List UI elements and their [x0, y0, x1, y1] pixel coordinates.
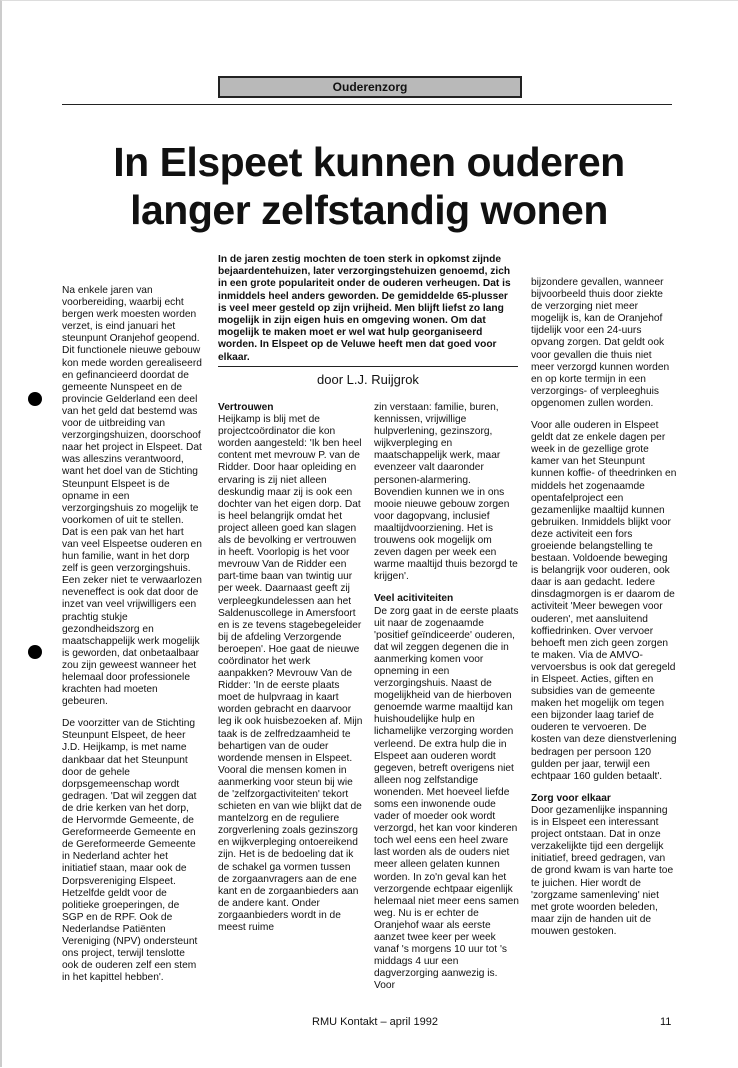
column-2 — [218, 402, 363, 944]
author-rule — [218, 366, 518, 367]
title-line-2: langer zelfstandig wonen — [130, 187, 608, 233]
subheading-vertrouwen: Vertrouwen — [218, 402, 274, 413]
title-line-1: In Elspeet kunnen ouderen — [113, 139, 625, 185]
paragraph: Heijkamp is blij met de projectcoördinator die kon worden aangesteld: 'Ik ben heel content met mevrouw P. van de Ridder. Door haar opleiding en ervaring is zij niet alleen deskundig maar zij is ook een dochter van het eigen dorp. Dat is heel belangrijk omdat het project alleen goed kan slagen als de bevolking er vertrouwen in heeft. Voorlopig is het voor mevrouw Van de Ridder een part-time baan van twintig uur per week. Daarnaast geeft zij verpleegkundelessen aan het Saldenuscollege in Amersfoort en is ze tevens stagebegeleider bij de afdeling Verzorgende beroepen'. Hoe gaat de nieuwe coördinator het werk aanpakken? Mevrouw Van de Ridder: 'In de eerste plaats moet de hulpvraag in kaart worden gebracht en daarvoor leg ik ook huisbezoeken af. Mijn taak is de zelfredzaamheid te behartigen van de ouder wordende mensen in Elspeet. Vooral die mensen komen in aanmerking voor steun bij wie de 'zelfzorgactiviteiten' tekort schieten en van wie blijkt dat de mantelzorg en de reguliere zorgverlening zoals gezinszorg en wijkverpleging ontoereikend zijn. Het is de bedoeling dat ik de schakel ga vormen tussen de zorgaanvragers aan de ene kant en de zorgaanbieders aan de andere kant. Onder zorgaanbieders wordt in de meest ruime — [218, 414, 363, 934]
paragraph: Voor alle ouderen in Elspeet geldt dat ze enkele dagen per week in de gezellige grote kamer van het Steunpunt kunnen koffie- of theedrinken en middels het zogenaamde opentafelproject een gezamenlijke maaltijd kunnen gebruiken. Inmiddels blijkt voor deze activiteit een fors groeiende belangstelling te bestaan. Voldoende beweging is belangrijk voor ouderen, ook daar is aan gedacht. Iedere dinsdagmorgen is er daarom de activiteit 'Meer bewegen voor ouderen', met aansluitend koffiedrinken. Over vervoer behoeft men zich geen zorgen te maken. Via de AMVO-vervoersbus is ook dat geregeld in Elspeet. Acties, giften en subsidies van de gemeente maken het mogelijk om tegen een bijzonder laag tarief de ouderen te vervoeren. De kosten van deze dienstverlening bedragen per persoon 120 gulden per jaar, terwijl een echtpaar 160 gulden betaalt'. — [531, 420, 677, 782]
paragraph: Door gezamenlijke inspanning is in Elspeet een interessant project ontstaan. Dat in onze verzakelijkte tijd een dergelijk initiatief, breed gedragen, van de grond kwam is van harte toe te juichen. Hier wordt de 'zorgzame samenleving' niet met grote woorden beleden, maar zijn de handen uit de mouwen gestoken. — [531, 804, 674, 937]
paragraph: Na enkele jaren van voorbereiding, waarbij echt bergen werk moesten worden verzet, is eind januari het steunpunt Oranjehof geopend. Dit functionele nieuwe gebouw kon mede worden gerealiseerd en gefinancieerd doordat de gemeente Nunspeet en de provincie Gelderland een deel van het geld dat bestemd was voor de uitbreiding van verzorgingshuizen, doorschoof naar het project in Elspeet. Dat was alleszins verantwoord, want het doel van de Stichting Steunpunt Elspeet is de opname in een verzorgingshuis zo mogelijk te voorkomen of uit te stellen. Dat is een pak van het hart van veel Elspeetse ouderen en hun familie, want in het dorp zelf is geen verzorgingshuis. Een zeker niet te verwaarlozen neveneffect is ook dat door de inzet van veel vrijwilligers een prachtig stukje gezondheidszorg en maatschappelijk werk mogelijk is geworden, dat onbetaalbaar zou zijn geweest wanneer het helemaal door professionele krachten had moeten gebeuren. — [62, 285, 202, 708]
author-byline: door L.J. Ruijgrok — [317, 372, 419, 387]
page-number: 11 — [660, 1016, 672, 1028]
paragraph: zin verstaan: familie, buren, kennissen, vrijwillige hulpverlening, gezinszorg, wijkverpleging en maatschappelijk werk, maar evenzeer valt daaronder personen-alarmering. Bovendien kunnen we in ons mooie nieuwe gebouw zorgen voor dagopvang, inclusief maaltijdvoorziening. Het is trouwens ook mogelijk om zeven dagen per week een warme maaltijd thuis bezorgd te krijgen'. — [374, 402, 518, 583]
article-title — [62, 138, 676, 234]
header-rule — [62, 104, 672, 105]
intro-lead: In de jaren zestig mochten de toen sterk in opkomst zijnde bejaardentehuizen, later verzorgingstehuizen genoemd, zich in een grote populariteit onder de ouderen verheugen. Dat is inmiddels heel anders geworden. De gemiddelde 65-plusser is veel meer gesteld op zijn vrijheid. Men blijft liefst zo lang mogelijk in zijn eigen huis en omgeving wonen. Om dat mogelijk te maken moet er wel wat hulp georganiseerd worden. In Elspeet op de Veluwe heeft men dat goed voor elkaar. — [218, 254, 511, 363]
subheading-zorg: Zorg voor elkaar — [531, 792, 611, 804]
column-4 — [531, 277, 677, 948]
column-3 — [374, 402, 520, 1003]
column-1 — [62, 285, 202, 994]
paragraph: De voorzitter van de Stichting Steunpunt Elspeet, de heer J.D. Heijkamp, is met name dankbaar dat het Steunpunt door de gehele dorpsgemeenschap wordt gedragen. 'Dat wil zeggen dat de drie kerken van het dorp, de Hervormde Gemeente, de Gereformeerde Gemeente en de Gereformeerde Gemeente in Nederland achter het initiatief staan, maar ook de Dorpsvereniging Elspeet. Hetzelfde geldt voor de politieke groeperingen, de SGP en de RPF. Ook de Nederlandse Patiënten Vereniging (NPV) ondersteunt ons project, terwijl tenslotte ook de ouderen zelf een stem in het kapittel hebben'. — [62, 718, 198, 984]
subheading-activiteiten: Veel acitiviteiten — [374, 593, 454, 605]
margin-hole-marker — [28, 392, 42, 406]
paragraph: bijzondere gevallen, wanneer bijvoorbeeld thuis door ziekte de verzorging niet meer mogelijk is, kan de Oranjehof tijdelijk voor een 24-uurs opvang zorgen. Dat geldt ook voor gevallen die thuis niet meer verzorgd kunnen worden en op korte termijn in een verzorgings- of verpleeghuis opgenomen zullen worden. — [531, 277, 670, 409]
footer-publication: RMU Kontakt – april 1992 — [312, 1016, 438, 1028]
section-label: Ouderenzorg — [218, 76, 522, 98]
paragraph: De zorg gaat in de eerste plaats uit naar de zogenaamde 'positief geïndiceerde' ouderen, dat wil zeggen degenen die in aanmerking komen voor opneming in een verzorgingshuis. Naast de mogelijkheid van de hierboven genoemde warme maaltijd kan huishoudelijke hulp en lichamelijke verzorging worden verleend. De extra hulp die in Elspeet aan ouderen wordt gegeven, betreft overigens niet alleen nog zelfstandige wonenden. Met hoeveel liefde soms een inwonende oude vader of moeder ook wordt verzorgd, het kan voor kinderen toch wel eens een heel zware last worden als de ouders niet meer alleen gelaten kunnen worden. In zo'n geval kan het verzorgende echtpaar eigenlijk helemaal niet meer eens samen weg. Nu is er echter de Oranjehof waar als eerste aanzet twee keer per week vanaf 's morgens 10 uur tot 's middags 4 uur een dagverzorging aanwezig is. Voor — [374, 605, 519, 992]
margin-hole-marker — [28, 645, 42, 659]
